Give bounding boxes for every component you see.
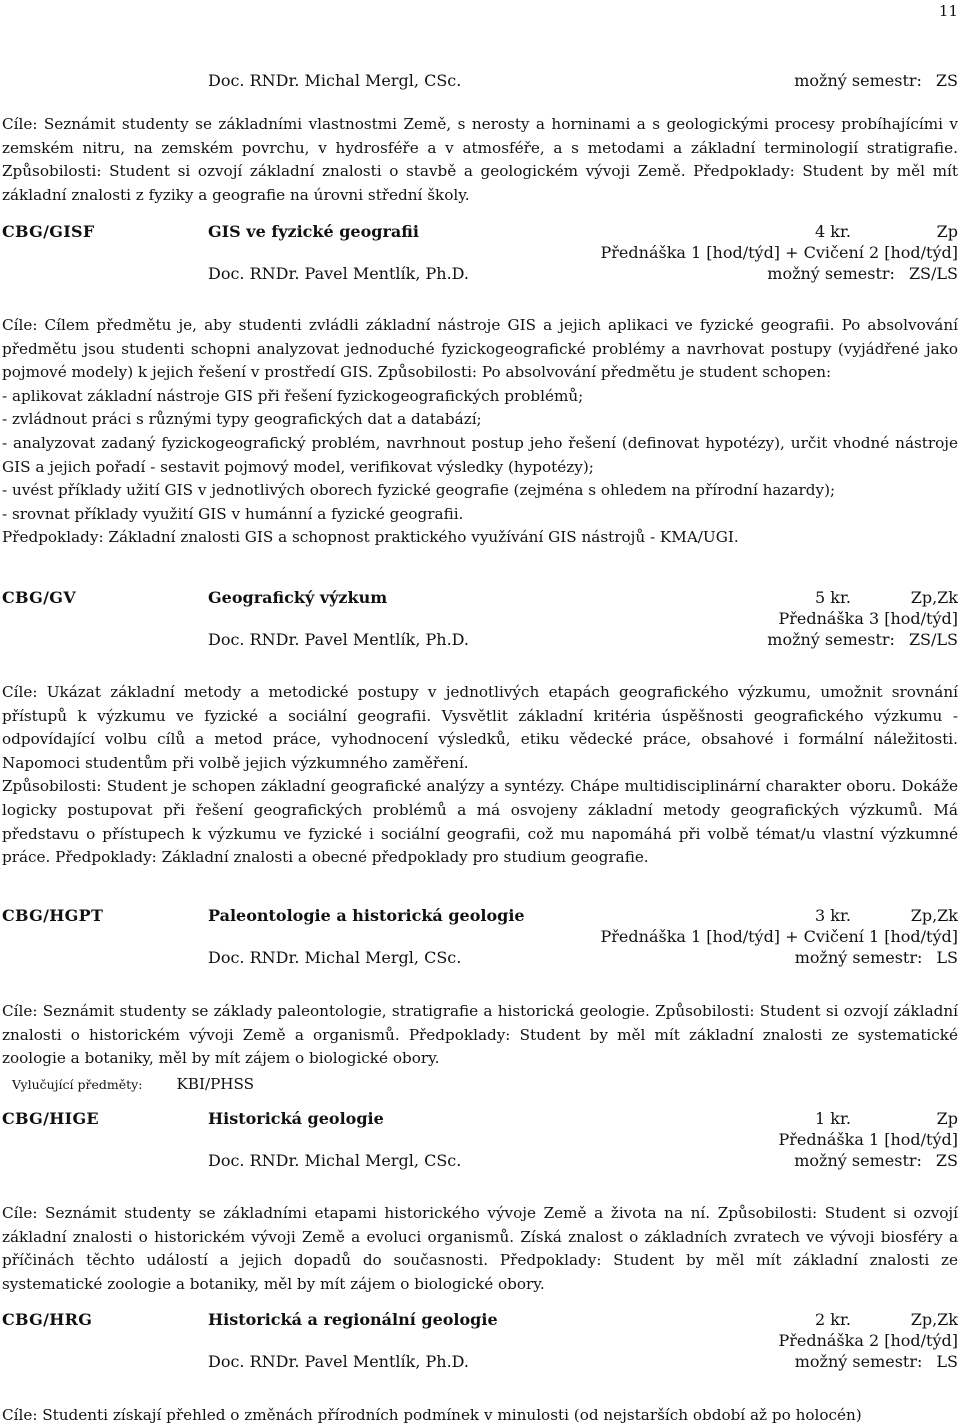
course-description [2, 1000, 958, 1096]
course-description [2, 314, 958, 550]
description-paragraph: - srovnat příklady využití GIS v humánní a fyzické geografii. [2, 504, 464, 523]
course-completion: Zp [936, 222, 958, 241]
course-header [2, 1109, 958, 1128]
description-paragraph: Cíle: Cílem předmětu je, aby studenti zvládli základní nástroje GIS a jejich aplikaci ve fyzické geografii. Po absolvování předmětu jsou studenti schopni analyzovat jednoduché fyzickogeografické problémy a navrhovat postupy (vyjádřené jako pojmové modely) k jejich řešení v prostředí GIS. Způsobilosti: Po absolvování předmětu je student schopen: [2, 316, 958, 382]
semester-value: ZS/LS [908, 264, 958, 283]
course-description [2, 681, 958, 870]
course-block [2, 906, 958, 967]
semester-info [780, 1151, 958, 1170]
course-header [2, 1310, 958, 1329]
semester-label: možný semestr: [767, 630, 895, 649]
semester-label: možný semestr: [767, 264, 895, 283]
semester-value: ZS/LS [908, 630, 958, 649]
teacher-name: Doc. RNDr. Michal Mergl, CSc. [208, 948, 462, 967]
description-paragraph: - aplikovat základní nástroje GIS při řešení fyzickogeografických problémů; [2, 386, 584, 405]
course-hours: Přednáška 1 [hod/týd] [778, 1130, 958, 1149]
course-name: Paleontologie a historická geologie [208, 906, 525, 925]
course-block [2, 1109, 958, 1170]
semester-info [753, 264, 958, 283]
course-credits: 5 kr. [815, 588, 851, 607]
description-paragraph: Cíle: Studenti získají přehled o změnách přírodních podmínek v minulosti (od nejstarších období až po holocén) [2, 1406, 862, 1424]
excluding-courses [2, 1073, 958, 1097]
semester-value: LS [936, 1352, 958, 1371]
course-code: CBG/HRG [2, 1310, 93, 1329]
course-header [2, 906, 958, 925]
teacher-name: Doc. RNDr. Michal Mergl, CSc. [208, 71, 462, 90]
teacher-name: Doc. RNDr. Pavel Mentlík, Ph.D. [208, 264, 470, 283]
course-name: Historická geologie [208, 1109, 384, 1128]
description-paragraph: - uvést příklady užití GIS v jednotlivých oborech fyzické geografie (zejména s ohledem na přírodní hazardy); [2, 481, 836, 500]
course-block [2, 222, 958, 283]
semester-label: možný semestr: [794, 1352, 923, 1371]
teacher-name: Doc. RNDr. Pavel Mentlík, Ph.D. [208, 1352, 470, 1371]
course-description [2, 1202, 958, 1296]
course-hours: Přednáška 1 [hod/týd] + Cvičení 2 [hod/týd] [600, 243, 958, 262]
description-paragraph: Způsobilosti: Student je schopen základní geografické analýzy a syntézy. Chápe multidisciplinární charakter oboru. Dokáže logicky postupovat při řešení geografických problémů a má osvojeny základní metody geografických výzkumů. Má představu o přístupech k výzkumu ve fyzické i sociální geografii, což mu napomáhá při volbě témat/u vlastní výzkumné práce. Předpoklady: Základní znalosti a obecné předpoklady pro studium geografie. [2, 777, 958, 867]
course-name: Historická a regionální geologie [208, 1310, 498, 1329]
course-code: CBG/HIGE [2, 1109, 99, 1128]
course-code: CBG/HGPT [2, 906, 104, 925]
excluding-label: Vylučující předměty: [12, 1076, 143, 1092]
course-block [2, 588, 958, 649]
semester-info [781, 948, 958, 967]
course-completion: Zp,Zk [910, 1310, 958, 1329]
teacher-name: Doc. RNDr. Michal Mergl, CSc. [208, 1151, 462, 1170]
description-paragraph: Cíle: Seznámit studenty se základy paleontologie, stratigrafie a historická geologie. Způsobilosti: Student si ozvojí základní znalosti o historickém vývoji Země a organismů. Předpoklady: Student by měl mít základní znalosti ze systematické zoologie a botaniky, měl by mít zájem o biologické obory. [2, 1002, 958, 1068]
course-completion: Zp,Zk [910, 588, 958, 607]
course-hours: Přednáška 2 [hod/týd] [778, 1331, 958, 1350]
description-paragraph: - zvládnout práci s různými typy geografických dat a databází; [2, 410, 482, 429]
description-paragraph: - analyzovat zadaný fyzickogeografický problém, navrhnout postup jeho řešení (definovat hypotézy), určit vhodné nástroje GIS a jejich pořadí - sestavit pojmový model, verifikovat výsledky (hypotézy); [2, 433, 958, 476]
course-block [2, 1310, 958, 1371]
course-header [2, 588, 958, 607]
teacher-row [2, 71, 958, 90]
course-completion: Zp,Zk [910, 906, 958, 925]
course-hours: Přednáška 1 [hod/týd] + Cvičení 1 [hod/týd] [600, 927, 958, 946]
course-name: Geografický výzkum [208, 588, 388, 607]
course-description [2, 1404, 958, 1428]
description-paragraph: Cíle: Seznámit studenty se základními etapami historického vývoje Země a života na ní. Způsobilosti: Student si ozvojí základní znalosti o historickém vývoji Země a evoluci organismů. Získá znalost o základních zvratech ve vývoji biosféry a příčinách těchto událostí a jejich dopadů do současnosti. Předpoklady: Student by měl mít základní znalosti ze systematické zoologie a botaniky, měl by mít zájem o biologické obory. [2, 1204, 958, 1293]
page-number: 11 [938, 2, 958, 20]
teacher-row [2, 948, 958, 967]
course-credits: 1 kr. [815, 1109, 851, 1128]
teacher-row [2, 1352, 958, 1371]
description-paragraph: Cíle: Seznámit studenty se základními vlastnostmi Země, s nerosty a horninami a s geologickými procesy probíhajícími v zemském nitru, na zemském povrchu, v hydrosféře a v atmosféře, a s metodami a základní terminologií stratigrafie. Způsobilosti: Student si ozvojí základní znalosti o stavbě a geologickém vývoji Země. Předpoklady: Student by měl mít základní znalosti z fyziky a geografie na úrovni střední školy. [2, 115, 958, 204]
teacher-row [2, 264, 958, 283]
course-credits: 2 kr. [815, 1310, 851, 1329]
course-credits: 3 kr. [815, 906, 851, 925]
semester-info [780, 71, 958, 90]
semester-label: možný semestr: [794, 71, 922, 90]
excluding-value: KBI/PHSS [176, 1074, 255, 1093]
teacher-name: Doc. RNDr. Pavel Mentlík, Ph.D. [208, 630, 470, 649]
semester-value: ZS [935, 1151, 958, 1170]
semester-info [753, 630, 958, 649]
semester-label: možný semestr: [794, 1151, 922, 1170]
semester-value: LS [936, 948, 958, 967]
course-name: GIS ve fyzické geografii [208, 222, 419, 241]
course-header [2, 222, 958, 241]
teacher-row [2, 1151, 958, 1170]
course-description [2, 113, 958, 207]
semester-info [781, 1352, 958, 1371]
teacher-row [2, 630, 958, 649]
course-hours: Přednáška 3 [hod/týd] [778, 609, 958, 628]
semester-label: možný semestr: [794, 948, 923, 967]
description-paragraph: Cíle: Ukázat základní metody a metodické postupy v jednotlivých etapách geografického výzkumu, umožnit srovnání přístupů k výzkumu ve fyzické a sociální geografii. Vysvětlit základní kritéria úspěšnosti geografického výzkumu - odpovídající volbu cílů a metod práce, vyhodnocení výsledků, etiku vědecké práce, obsahové i formální náležitosti. Napomoci studentům při volbě jejich výzkumného zaměření. [2, 683, 958, 772]
semester-value: ZS [935, 71, 958, 90]
course-code: CBG/GV [2, 588, 76, 607]
course-completion: Zp [936, 1109, 958, 1128]
course-credits: 4 kr. [815, 222, 851, 241]
course-code: CBG/GISF [2, 222, 95, 241]
description-paragraph: Předpoklady: Základní znalosti GIS a schopnost praktického využívání GIS nástrojů - KMA/UGI. [2, 528, 739, 547]
